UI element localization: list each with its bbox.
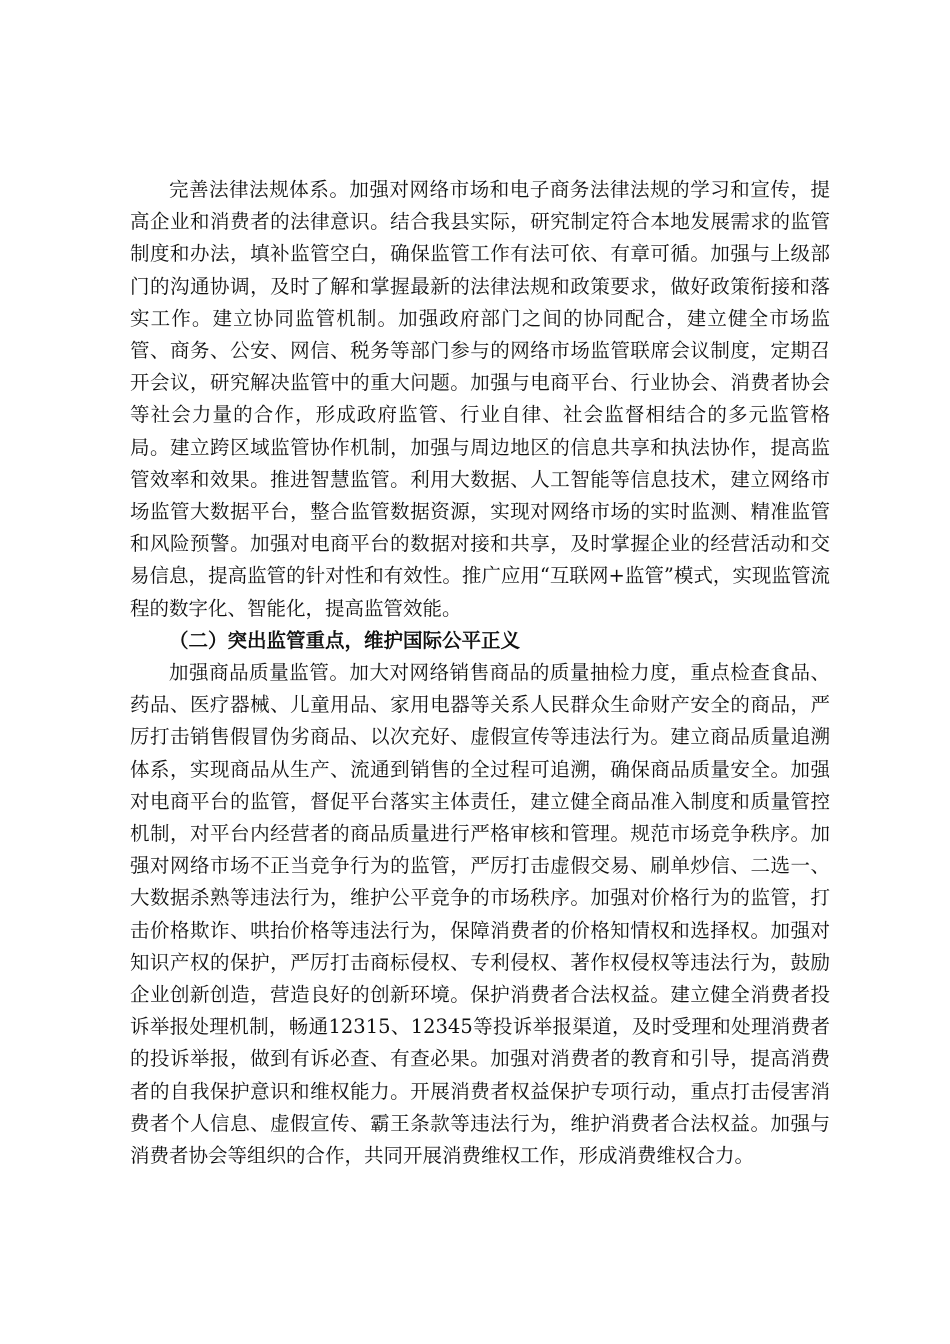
paragraph-supervision-focus: 加强商品质量监管。加大对网络销售商品的质量抽检力度，重点检查食品、药品、医疗器械、儿童用品、家用电器等关系人民群众生命财产安全的商品，严厉打击销售假冒伪劣商品、以次充好、虚假宣传等违法行为。建立商品质量追溯体系，实现商品从生产、流通到销售的全过程可追溯，确保商品质量安全。加强对电商平台的监管，督促平台落实主体责任，建立健全商品准入制度和质量管控机制，对平台内经营者的商品质量进行严格审核和管理。规范市场竞争秩序。加强对网络市场不正当竞争行为的监管，严厉打击虚假交易、刷单炒信、二选一、大数据杀熟等违法行为，维护公平竞争的市场秩序。加强对价格行为的监管，打击价格欺诈、哄抬价格等违法行为，保障消费者的价格知情权和选择权。加强对知识产权的保护，严厉打击商标侵权、专利侵权、著作权侵权等违法行为，鼓励企业创新创造，营造良好的创新环境。保护消费者合法权益。建立健全消费者投诉举报处理机制，畅通12315、12345等投诉举报渠道，及时受理和处理消费者的投诉举报，做到有诉必查、有查必果。加强对消费者的教育和引导，提高消费者的自我保护意识和维权能力。开展消费者权益保护专项行动，重点打击侵害消费者个人信息、虚假宣传、霸王条款等违法行为，维护消费者合法权益。加强与消费者协会等组织的合作，共同开展消费维权工作，形成消费维权合力。 [130, 661, 830, 1168]
document-body [130, 174, 830, 1172]
section-heading: （二）突出监管重点，维护国际公平正义 [169, 628, 521, 652]
paragraph-legal-system: 完善法律法规体系。加强对网络市场和电子商务法律法规的学习和宣传，提高企业和消费者的法律意识。结合我县实际，研究制定符合本地发展需求的监管制度和办法，填补监管空白，确保监管工作有法可依、有章可循。加强与上级部门的沟通协调，及时了解和掌握最新的法律法规和政策要求，做好政策衔接和落实工作。建立协同监管机制。加强政府部门之间的协同配合，建立健全市场监管、商务、公安、网信、税务等部门参与的网络市场监管联席会议制度，定期召开会议，研究解决监管中的重大问题。加强与电商平台、行业协会、消费者协会等社会力量的合作，形成政府监管、行业自律、社会监督相结合的多元监管格局。建立跨区域监管协作机制，加强与周边地区的信息共享和执法协作，提高监管效率和效果。推进智慧监管。利用大数据、人工智能等信息技术，建立网络市场监管大数据平台，整合监管数据资源，实现对网络市场的实时监测、精准监管和风险预警。加强对电商平台的数据对接和共享，及时掌握企业的经营活动和交易信息，提高监管的针对性和有效性。推广应用“互联网+监管”模式，实现监管流程的数字化、智能化，提高监管效能。 [130, 178, 830, 620]
